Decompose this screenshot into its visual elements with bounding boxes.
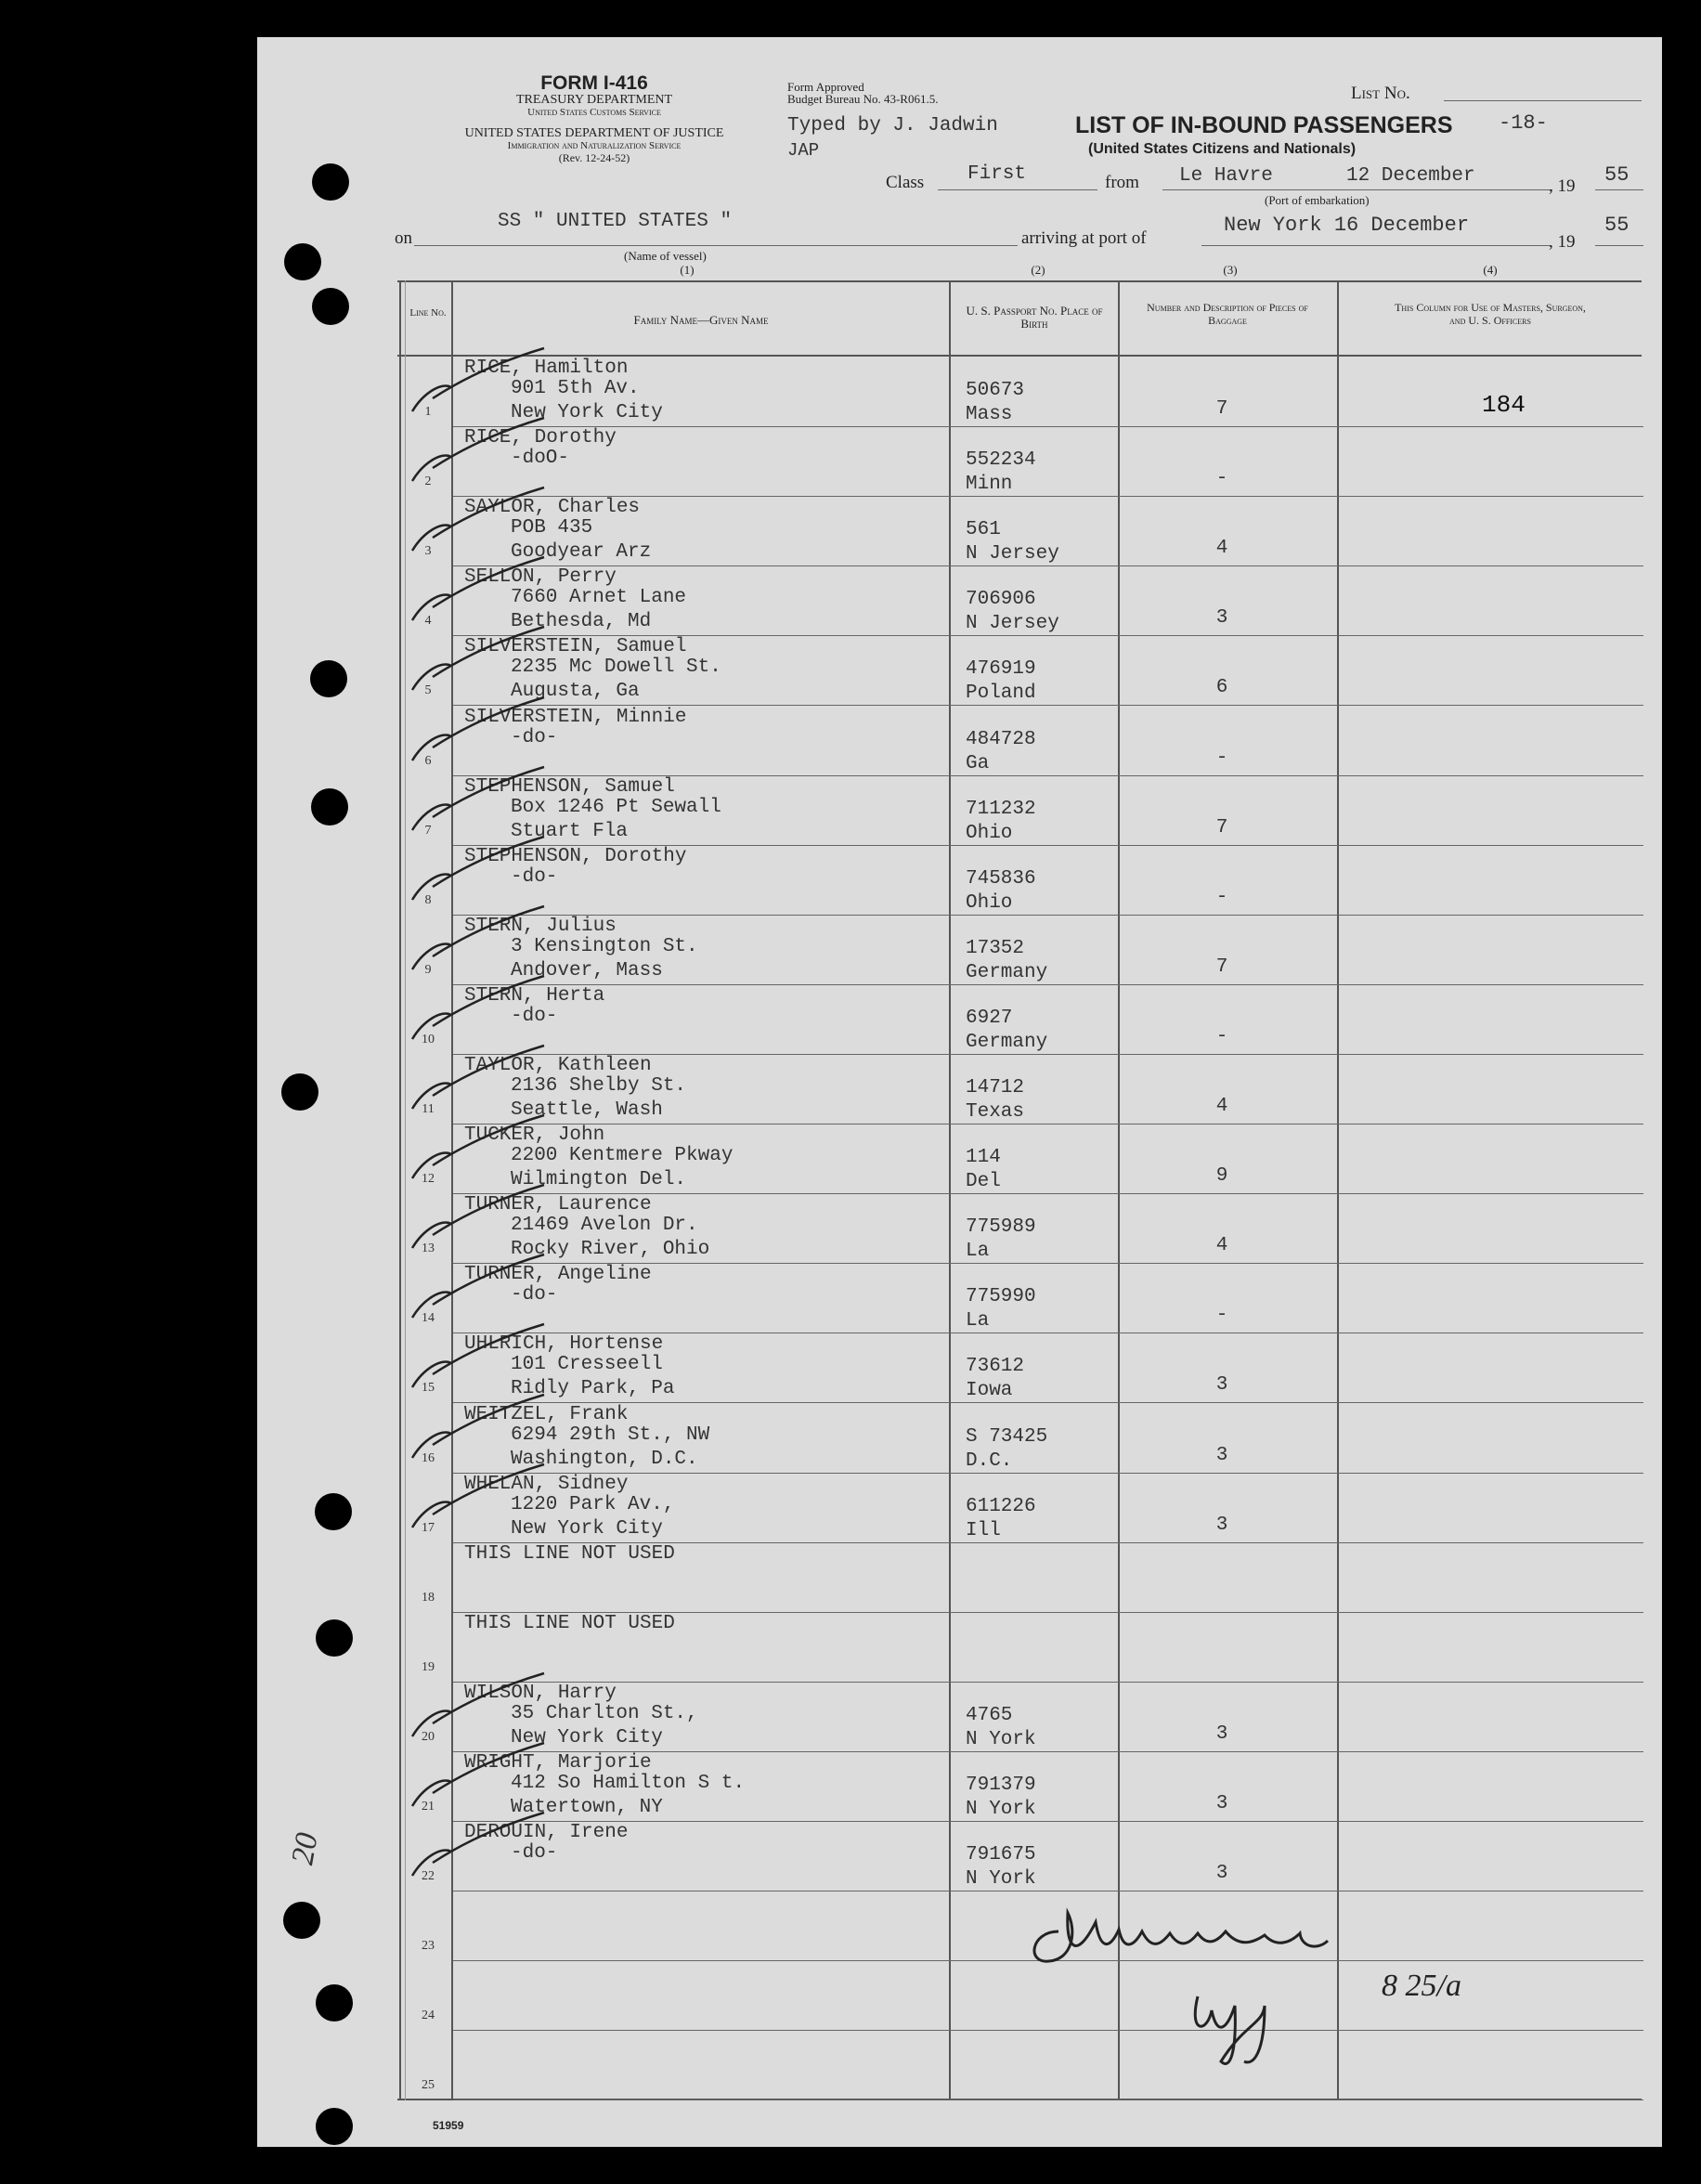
embarkation-date: 12 December [1346,165,1475,187]
passenger-address-1: 35 Charlton St., [511,1702,698,1724]
baggage-count: - [1215,1305,1228,1327]
check-mark [396,1462,553,1537]
passenger-address-1: -do- [511,1005,558,1027]
passenger-address-1: -doO- [511,448,570,470]
line-number: 13 [422,1242,435,1256]
passport-number: 711232 [966,798,1036,820]
table-row [405,1752,1643,1822]
passenger-address-1: 7660 Arnet Lane [511,587,687,609]
line-number: 5 [424,683,432,698]
table-row [405,776,1643,846]
table-row [405,1474,1643,1543]
table-row [405,916,1643,985]
passenger-address-1: 2200 Kentmere Pkway [511,1145,734,1167]
baggage-count: 4 [1215,1235,1228,1257]
table-row [405,1543,1643,1613]
line-number: 1 [424,405,432,420]
place-of-birth: Minn [966,474,1013,496]
passenger-address-1: 412 So Hamilton S t. [511,1773,746,1794]
check-mark [396,904,553,979]
passenger-address-2: Seattle, Wash [511,1099,663,1121]
passenger-address-1: 1220 Park Av., [511,1493,675,1515]
passenger-address-1: 901 5th Av. [511,378,640,399]
passport-number: 114 [966,1147,1001,1169]
line-number: 12 [422,1172,435,1187]
dept-justice-sub: Immigration and Naturalization Service [507,140,682,151]
place-of-birth: Ohio [966,822,1013,844]
line-number: 22 [422,1869,435,1884]
line-number: 9 [424,962,432,977]
table-row [405,1683,1643,1752]
passenger-address-1: 6294 29th St., NW [511,1424,710,1446]
place-of-birth: Ga [966,752,990,774]
passenger-name: STEPHENSON, Samuel [464,775,675,798]
col-num-2: (2) [1031,263,1045,277]
col-num-4: (4) [1483,263,1498,277]
passport-number: 73612 [966,1356,1025,1378]
form-subtitle: (United States Citizens and Nationals) [1088,141,1357,157]
table-row [405,1333,1643,1403]
passenger-address-2: Rocky River, Ohio [511,1239,710,1261]
check-mark [396,1113,553,1188]
passenger-address-1: 101 Cresseell [511,1354,663,1376]
line-number: 8 [424,892,432,907]
passenger-address-2: Stuart Fla [511,820,629,842]
passenger-address-1: 3 Kensington St. [511,935,698,957]
passenger-address-2: Ridly Park, Pa [511,1378,675,1400]
line-number: 19 [422,1659,435,1674]
table-row [405,707,1643,776]
passenger-address-2: Watertown, NY [511,1797,663,1818]
place-of-birth: N York [966,1728,1036,1750]
baggage-count: 7 [1215,956,1228,978]
passenger-address-2: New York City [511,402,663,423]
table-row [405,1404,1643,1474]
line-number: 3 [424,544,432,559]
passport-number: 561 [966,519,1001,541]
line-number: 2 [424,474,432,489]
arrival-port-date: New York 16 December [1224,214,1470,237]
baggage-count: 3 [1215,607,1228,630]
form-revision: (Rev. 12-24-52) [558,151,630,164]
passenger-address-1: -do- [511,726,558,748]
passenger-address-2: New York City [511,1517,663,1540]
on-label: on [395,228,412,248]
place-of-birth: Poland [966,682,1036,705]
binder-hole [312,163,349,201]
col-header-baggage: Number and Description of Pieces of Baggage [1147,301,1308,327]
port-embarkation-note: (Port of embarkation) [1265,193,1370,207]
passenger-name: WILSON, Harry [464,1682,617,1704]
passenger-address-1: 2235 Mc Dowell St. [511,656,721,679]
passport-number: 4765 [966,1704,1013,1726]
check-mark [396,974,553,1048]
passenger-name: STERN, Herta [464,984,605,1007]
line-number: 21 [422,1800,435,1814]
table-row [405,1822,1643,1892]
table-row [405,566,1643,636]
col-header-line-no: Line No. [409,307,447,318]
passenger-name: TURNER, Laurence [464,1194,652,1216]
passport-number: 552234 [966,449,1036,472]
place-of-birth: N York [966,1868,1036,1891]
passport-number: 745836 [966,867,1036,890]
signature-note: 8 25/a [1382,1969,1461,2003]
check-mark [396,1044,553,1118]
passenger-address-1: -do- [511,1842,558,1865]
arriving-label: arriving at port of [1021,228,1147,248]
passport-number: 775989 [966,1216,1036,1239]
officer-note: 184 [1482,391,1526,419]
line-number: 20 [422,1729,435,1744]
dept-treasury: TREASURY DEPARTMENT [515,93,673,107]
check-mark [396,1183,553,1257]
baggage-count: 3 [1215,1722,1228,1745]
line-number: 4 [424,614,432,629]
line-number: 25 [422,2078,435,2093]
check-mark [396,696,553,770]
passenger-name: UHLRICH, Hortense [464,1333,664,1356]
table-row [405,358,1643,427]
passenger-address-2: Andover, Mass [511,959,663,982]
typed-by: Typed by J. Jadwin [787,115,998,136]
place-of-birth: Iowa [966,1380,1013,1402]
place-of-birth: N Jersey [966,543,1059,566]
passport-number: 476919 [966,658,1036,681]
passenger-name: SAYLOR, Charles [464,497,641,519]
class-value: First [967,163,1027,185]
passenger-address-2: Washington, D.C. [511,1448,698,1470]
typist-code: JAP [787,140,820,161]
line-number: 24 [422,2008,435,2023]
passport-number: 6927 [966,1007,1013,1029]
signature [1021,1894,1411,2071]
place-of-birth: Mass [966,404,1013,425]
check-mark [396,1393,553,1467]
binder-hole [316,2108,353,2145]
baggage-count: 3 [1215,1863,1228,1885]
dept-treasury-sub: United States Customs Service [527,107,661,118]
table-row [405,846,1643,916]
baggage-count: 3 [1215,1514,1228,1536]
year-prefix-1: , 19 [1549,176,1576,196]
binder-hole [315,1493,352,1530]
line-number: 18 [422,1590,435,1605]
passenger-address-2: New York City [511,1726,663,1748]
place-of-birth: Germany [966,961,1048,983]
arrival-year: 55 [1604,214,1630,237]
passenger-name: SILVERSTEIN, Minnie [464,706,687,728]
table-row [405,1194,1643,1264]
passenger-name: THIS LINE NOT USED [464,1612,675,1634]
line-number: 11 [422,1102,435,1117]
form-title: LIST OF IN-BOUND PASSENGERS [1075,112,1453,138]
passport-number: 17352 [966,937,1025,959]
passenger-address-1: Box 1246 Pt Sewall [511,796,721,818]
passenger-address-1: -do- [511,865,558,888]
budget-bureau: Budget Bureau No. 43-R061.5. [787,92,939,106]
from-label: from [1105,173,1139,192]
binder-hole [310,660,347,697]
line-number: 6 [424,753,432,768]
binder-hole [316,1619,353,1657]
binder-hole [284,243,321,280]
passport-number: 791675 [966,1844,1036,1866]
passenger-name: STEPHENSON, Dorothy [464,845,687,867]
check-mark [396,555,553,630]
col-header-officers: This Column for Use of Masters, Surgeon, and U. S. Officers [1395,301,1586,327]
baggage-count: - [1215,886,1228,908]
check-mark [396,1811,553,1885]
baggage-count: 3 [1215,1374,1228,1397]
passport-number: 14712 [966,1077,1025,1098]
passport-number: 775990 [966,1286,1036,1308]
table-row [405,1124,1643,1194]
col-num-3: (3) [1223,263,1238,277]
passenger-address-2: Wilmington Del. [511,1169,687,1191]
binder-hole [283,1902,320,1939]
table-row [405,1264,1643,1333]
form-number: FORM I-416 [540,72,648,94]
passport-number: 791379 [966,1774,1036,1796]
passenger-name: SILVERSTEIN, Samuel [464,636,687,658]
place-of-birth: Del [966,1171,1001,1193]
check-mark [396,1741,553,1815]
baggage-count: 7 [1215,398,1228,420]
passenger-address-1: POB 435 [511,517,593,540]
place-of-birth: Germany [966,1031,1048,1053]
check-mark [396,625,553,699]
place-of-birth: Texas [966,1101,1025,1123]
place-of-birth: La [966,1310,990,1332]
list-no-label: List No. [1351,84,1410,103]
passenger-address-1: 21469 Avelon Dr. [511,1215,698,1237]
margin-note: 20 [285,1829,325,1867]
dept-justice: UNITED STATES DEPARTMENT OF JUSTICE [464,126,724,140]
check-mark [396,765,553,839]
line-number: 15 [422,1381,435,1396]
line-number: 16 [422,1450,435,1465]
year-prefix-2: , 19 [1549,232,1576,252]
passenger-name: TURNER, Angeline [464,1264,652,1286]
passenger-name: WRIGHT, Marjorie [464,1752,652,1774]
binder-hole [311,788,348,826]
check-mark [396,835,553,909]
col-header-name: Family Name—Given Name [633,313,769,327]
binder-hole [312,288,349,325]
list-number: -18- [1499,111,1548,135]
form-approved: Form Approved [787,80,864,94]
col-header-passport: U. S. Passport No. Place of Birth [966,304,1103,331]
place-of-birth: Ohio [966,891,1013,914]
line-number: 7 [424,823,432,838]
baggage-count: - [1215,1025,1228,1047]
passenger-name: STERN, Julius [464,915,617,937]
passport-number: 706906 [966,589,1036,611]
passenger-name: SELLON, Perry [464,566,617,589]
place-of-birth: D.C. [966,1450,1013,1472]
table-row [405,497,1643,566]
passenger-name: THIS LINE NOT USED [464,1542,675,1565]
check-mark [396,1253,553,1327]
check-mark [396,1671,553,1746]
place-of-birth: N Jersey [966,613,1059,635]
passenger-name: WEITZEL, Frank [464,1403,629,1425]
table-row [405,1613,1643,1683]
vessel-note: (Name of vessel) [624,249,707,263]
passport-number: S 73425 [966,1425,1048,1448]
baggage-count: 3 [1215,1444,1228,1466]
line-number: 14 [422,1311,435,1326]
passenger-name: DEROUIN, Irene [464,1822,629,1844]
check-mark [396,346,553,421]
place-of-birth: Ill [966,1519,1001,1541]
passenger-name: RICE, Dorothy [464,427,617,449]
passenger-name: TUCKER, John [464,1124,605,1147]
footer-code: 51959 [433,2119,464,2132]
passenger-address-2: Augusta, Ga [511,681,640,703]
line-number: 10 [422,1032,435,1046]
check-mark [396,486,553,560]
baggage-count: - [1215,747,1228,769]
baggage-count: 9 [1215,1165,1228,1188]
passenger-name: WHELAN, Sidney [464,1473,629,1495]
passport-number: 50673 [966,380,1025,401]
baggage-count: - [1215,468,1228,490]
check-mark [396,416,553,490]
baggage-count: 6 [1215,677,1228,699]
col-num-1: (1) [680,263,695,277]
class-label: Class [886,173,925,192]
table-row [405,1055,1643,1124]
table-row [405,427,1643,497]
passenger-name: TAYLOR, Kathleen [464,1055,652,1076]
passenger-address-1: 2136 Shelby St. [511,1075,687,1097]
passenger-address-2: Bethesda, Md [511,611,652,633]
baggage-count: 4 [1215,538,1228,560]
vessel-name: SS " UNITED STATES " [498,211,733,232]
line-number: 23 [422,1939,435,1954]
place-of-birth: La [966,1241,990,1263]
line-number: 17 [422,1520,435,1535]
embarkation-year: 55 [1604,163,1630,187]
baggage-count: 3 [1215,1793,1228,1814]
passenger-address-2: Goodyear Arz [511,541,652,564]
baggage-count: 4 [1215,1096,1228,1117]
passenger-address-1: -do- [511,1284,558,1306]
binder-hole [281,1073,318,1111]
passport-number: 611226 [966,1495,1036,1517]
table-row [405,636,1643,706]
baggage-count: 7 [1215,816,1228,838]
check-mark [396,1322,553,1397]
embarkation-port: Le Havre [1179,165,1273,187]
binder-hole [316,1984,353,2022]
passport-number: 484728 [966,728,1036,750]
place-of-birth: N York [966,1799,1036,1820]
passenger-name: RICE, Hamilton [464,358,629,379]
table-row [405,985,1643,1055]
